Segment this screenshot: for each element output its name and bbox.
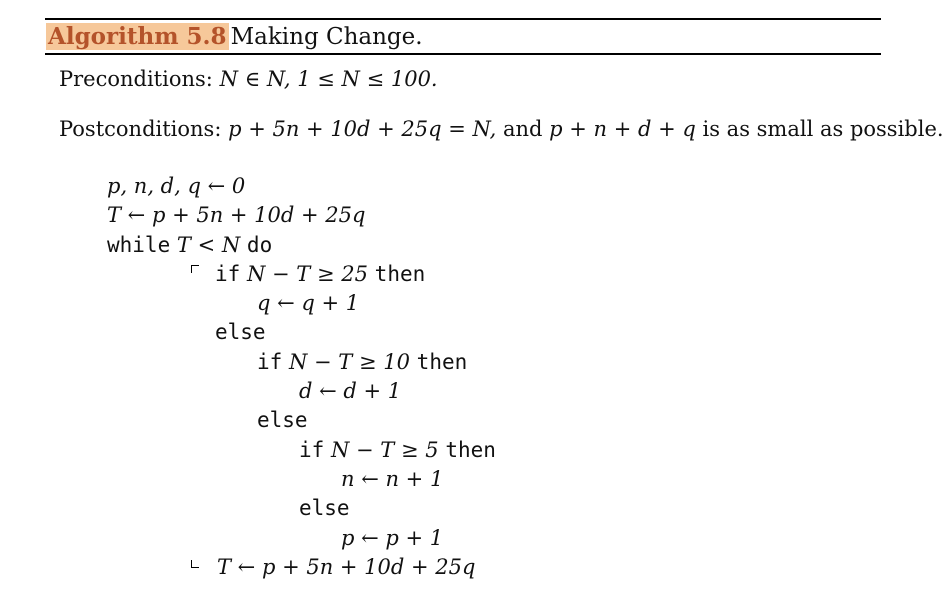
code-line: if N − T ≥ 10 then <box>257 349 468 374</box>
code-line: else <box>299 496 350 521</box>
postconditions <box>59 117 944 141</box>
postconditions-expr1: p + 5n + 10d + 25q = N, <box>228 117 497 141</box>
algorithm-title: Making Change. <box>230 24 423 50</box>
code-line: else <box>257 408 308 433</box>
postconditions-expr2: p + n + d + q <box>549 117 696 141</box>
code-line: if N − T ≥ 5 then <box>299 437 496 462</box>
algorithm-label: Algorithm 5.8 <box>48 23 227 50</box>
postconditions-conj: and <box>502 117 543 141</box>
postconditions-label: Postconditions: <box>59 117 222 141</box>
code-line: else <box>215 320 266 345</box>
header-rule <box>45 53 881 55</box>
code-line: q ← q + 1 <box>257 291 360 316</box>
code-line: d ← d + 1 <box>299 379 402 404</box>
code-line: if N − T ≥ 25 then <box>215 261 426 286</box>
preconditions-label: Preconditions: <box>59 67 213 91</box>
code-line: p ← p + 1 <box>341 525 444 550</box>
code-line: n ← n + 1 <box>341 466 444 491</box>
code-line: T ← p + 5n + 10d + 25q <box>217 554 476 579</box>
code-line: T ← p + 5n + 10d + 25q <box>107 203 366 228</box>
code-line: p, n, d, q ← 0 <box>107 174 246 198</box>
pseudocode-block <box>107 172 496 582</box>
algorithm-header <box>46 23 423 51</box>
postconditions-tail: is as small as possible. <box>702 117 944 141</box>
code-line: while T < N do <box>107 232 273 257</box>
preconditions <box>59 67 438 91</box>
preconditions-expr: N ∈ N, 1 ≤ N ≤ 100. <box>219 67 438 91</box>
top-rule <box>45 18 881 20</box>
